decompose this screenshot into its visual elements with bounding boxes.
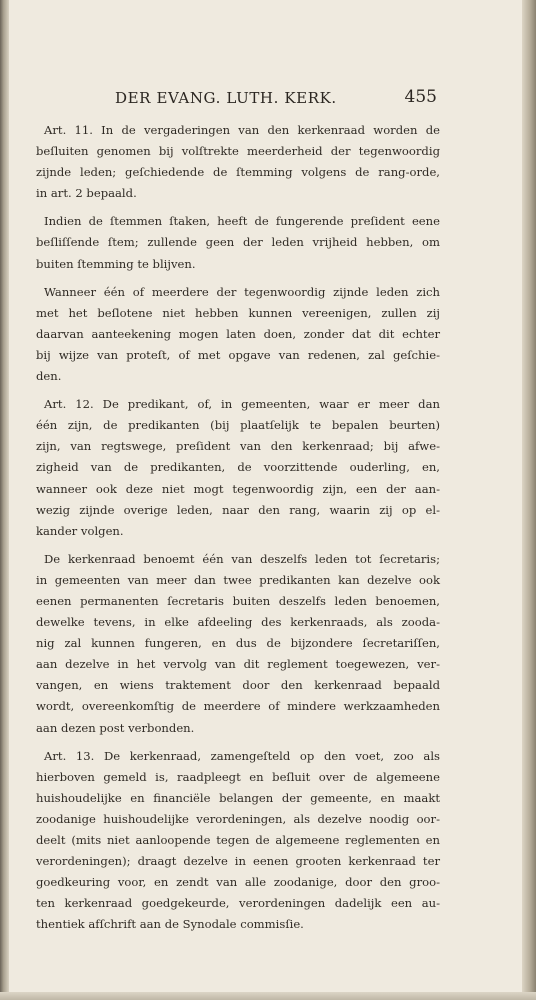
scan-edge-bottom (0, 992, 536, 1000)
text-line: beſliſſende ſtem; zullende geen der leden vrijheid hebben, om (36, 235, 440, 250)
text-line: goedkeuring voor, en zendt van alle zoodanige, door den groo- (36, 875, 440, 890)
text-line: wezig zijnde overige leden, naar den rang, waarin zij op el- (36, 502, 440, 517)
page-number: 455 (404, 87, 437, 107)
text-line: den. (36, 369, 62, 384)
text-line: zigheid van de predikanten, de voorzittende ouderling, en, (36, 460, 440, 475)
text-line: eenen permanenten ſecretaris buiten deszelfs leden benoemen, (36, 593, 440, 608)
text-line: nig zal kunnen fungeren, en dus de bijzondere ſecretariſſen, (36, 636, 440, 651)
text-line: Art. 13. De kerkenraad, zamengeſteld op den voet, zoo als (44, 748, 440, 763)
text-line: daarvan aanteekening mogen laten doen, zonder dat dit echter (36, 326, 440, 341)
text-line: hierboven gemeld is, raadpleegt en beſluit over de algemeene (36, 769, 440, 784)
text-line: verordeningen); draagt dezelve in eenen grooten kerkenraad ter (36, 854, 440, 869)
text-line: thentiek afſchrift aan de Synodale commisſie. (36, 917, 304, 932)
text-line: kander volgen. (36, 523, 124, 538)
text-line: bij wijze van proteſt, of met opgave van redenen, zal geſchie- (36, 347, 440, 362)
body-text (36, 120, 440, 942)
book-page (9, 0, 522, 992)
page-header (115, 87, 437, 111)
text-line: dewelke tevens, in elke afdeeling des kerkenraads, als zooda- (36, 615, 440, 630)
text-line: aan dezelve in het vervolg van dit reglement toegewezen, ver- (36, 657, 440, 672)
text-line: deelt (mits niet aanloopende tegen de algemeene reglementen en (36, 833, 440, 847)
text-line: zijn, van regtswege, preſident van den kerkenraad; bij afwe- (36, 439, 440, 454)
paragraph (36, 211, 440, 274)
paragraph (36, 282, 440, 387)
text-line: in gemeenten van meer dan twee predikanten kan dezelve ook (36, 572, 440, 587)
text-line: zijnde leden; geſchiedende de ſtemming volgens de rang-orde, (36, 165, 440, 180)
text-line: beſluiten genomen bij volſtrekte meerderheid der tegenwoordig (36, 144, 440, 159)
text-line: Art. 11. In de vergaderingen van den kerkenraad worden de (44, 123, 440, 137)
text-line: met het beſlotene niet hebben kunnen vereenigen, zullen zij (36, 305, 440, 320)
text-line: in art. 2 bepaald. (36, 186, 137, 201)
paragraph (36, 746, 440, 936)
text-line: één zijn, de predikanten (bij plaatſelijk te bepalen beurten) (36, 418, 440, 433)
text-line: vangen, en wiens traktement door den kerkenraad bepaald (36, 678, 440, 693)
text-line: De kerkenraad benoemt één van deszelfs leden tot ſecretaris; (44, 551, 440, 566)
text-line: zoodanige huishoudelijke verordeningen, als dezelve noodig oor- (36, 811, 440, 826)
paragraph (36, 394, 440, 542)
running-head: DER EVANG. LUTH. KERK. (115, 89, 337, 107)
text-line: ten kerkenraad goedgekeurde, verordeningen dadelijk een au- (36, 896, 440, 911)
text-line: wanneer ook deze niet mogt tegenwoordig zijn, een der aan- (36, 481, 440, 496)
paragraph (36, 549, 440, 739)
scan-edge-left (0, 0, 9, 1000)
paragraph (36, 120, 440, 204)
text-line: wordt, overeenkomſtig de meerdere of mindere werkzaamheden (36, 699, 440, 714)
text-line: huishoudelijke en financiële belangen der gemeente, en maakt (36, 790, 440, 805)
text-line: Art. 12. De predikant, of, in gemeenten, waar er meer dan (44, 397, 440, 412)
text-line: Indien de ſtemmen ſtaken, heeft de fungerende preſident eene (44, 214, 440, 229)
text-line: buiten ſtemming te blijven. (36, 256, 196, 271)
text-line: Wanneer één of meerdere der tegenwoordig zijnde leden zich (44, 284, 440, 299)
scan-edge-right (522, 0, 536, 1000)
text-line: aan dezen post verbonden. (36, 720, 195, 735)
